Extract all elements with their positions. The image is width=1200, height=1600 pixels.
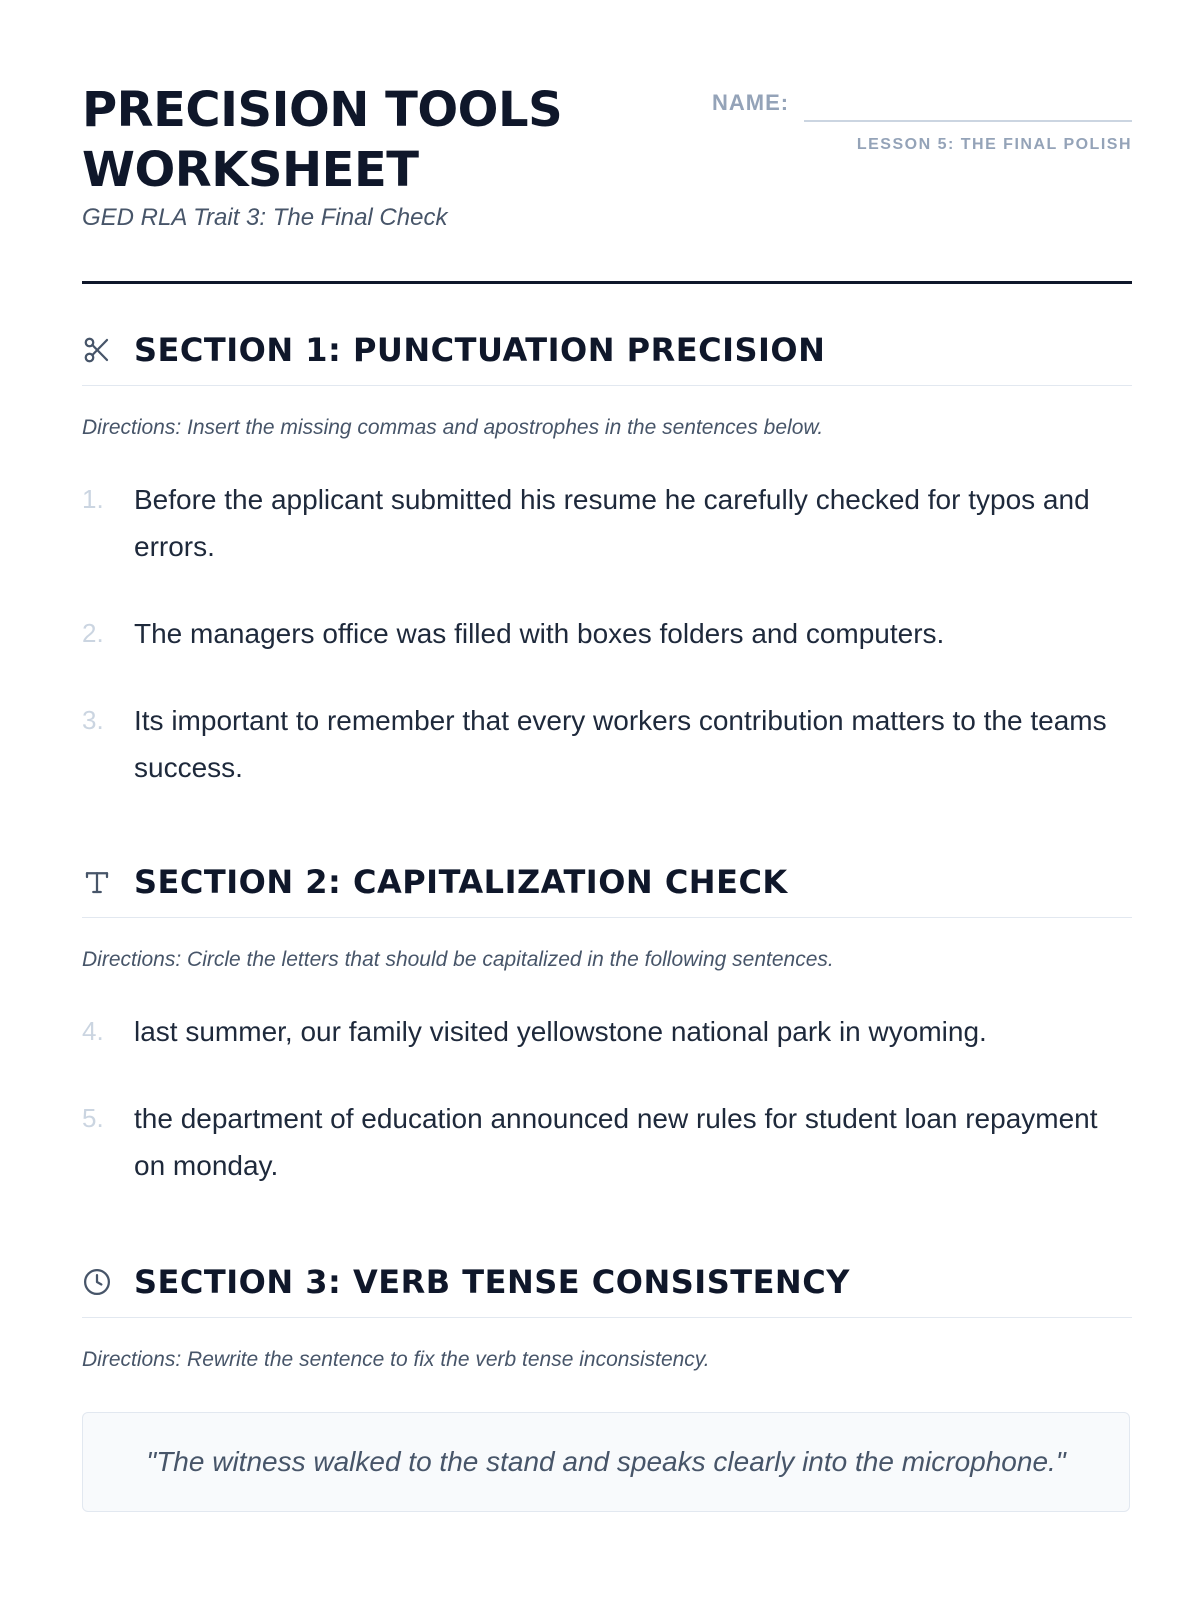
exercise-item xyxy=(82,476,1132,570)
clock-icon xyxy=(82,1267,112,1297)
section-verb-tense xyxy=(82,1255,1132,1512)
item-text: Before the applicant submitted his resume he carefully checked for typos and errors. xyxy=(134,484,1090,562)
item-text: Its important to remember that every workers contribution matters to the teams success. xyxy=(134,705,1107,783)
exercise-item xyxy=(82,697,1132,791)
item-number: 2. xyxy=(82,618,104,648)
section-punctuation xyxy=(82,323,1132,831)
exercise-item xyxy=(82,610,1132,657)
item-number: 4. xyxy=(82,1016,104,1046)
exercise-list xyxy=(82,476,1132,791)
header-divider xyxy=(82,281,1132,284)
type-icon xyxy=(82,867,112,897)
section-title: SECTION 2: CAPITALIZATION CHECK xyxy=(134,863,788,901)
section-title: SECTION 3: VERB TENSE CONSISTENCY xyxy=(134,1263,850,1301)
name-line[interactable] xyxy=(804,120,1132,122)
item-text: last summer, our family visited yellowstone national park in wyoming. xyxy=(134,1016,987,1047)
item-number: 5. xyxy=(82,1103,104,1133)
exercise-list xyxy=(82,1008,1132,1189)
exercise-item xyxy=(82,1008,1132,1055)
section-header xyxy=(82,323,1132,386)
lesson-label: LESSON 5: THE FINAL POLISH xyxy=(856,136,1132,153)
item-text: the department of education announced new rules for student loan repayment on monday. xyxy=(134,1103,1098,1181)
section-directions: Directions: Insert the missing commas and apostrophes in the sentences below. xyxy=(82,416,824,439)
quote-sentence-box: "The witness walked to the stand and speaks clearly into the microphone." xyxy=(82,1412,1130,1512)
section-directions: Directions: Circle the letters that should be capitalized in the following sentences. xyxy=(82,948,834,971)
section-capitalization xyxy=(82,855,1132,1229)
section-header xyxy=(82,1255,1132,1318)
section-directions: Directions: Rewrite the sentence to fix the verb tense inconsistency. xyxy=(82,1348,710,1371)
item-text: The managers office was filled with boxes folders and computers. xyxy=(134,618,945,649)
section-header xyxy=(82,855,1132,918)
page-title: PRECISION TOOLS WORKSHEET xyxy=(82,82,563,198)
item-number: 1. xyxy=(82,484,104,514)
worksheet-header xyxy=(82,80,1132,280)
name-label: NAME: xyxy=(712,90,790,115)
item-number: 3. xyxy=(82,705,104,735)
name-field[interactable] xyxy=(712,88,1132,122)
exercise-item xyxy=(82,1095,1132,1189)
section-title: SECTION 1: PUNCTUATION PRECISION xyxy=(134,331,826,369)
page-subtitle: GED RLA Trait 3: The Final Check xyxy=(82,204,448,231)
scissors-icon xyxy=(82,335,112,365)
worksheet-page xyxy=(82,0,1132,1600)
